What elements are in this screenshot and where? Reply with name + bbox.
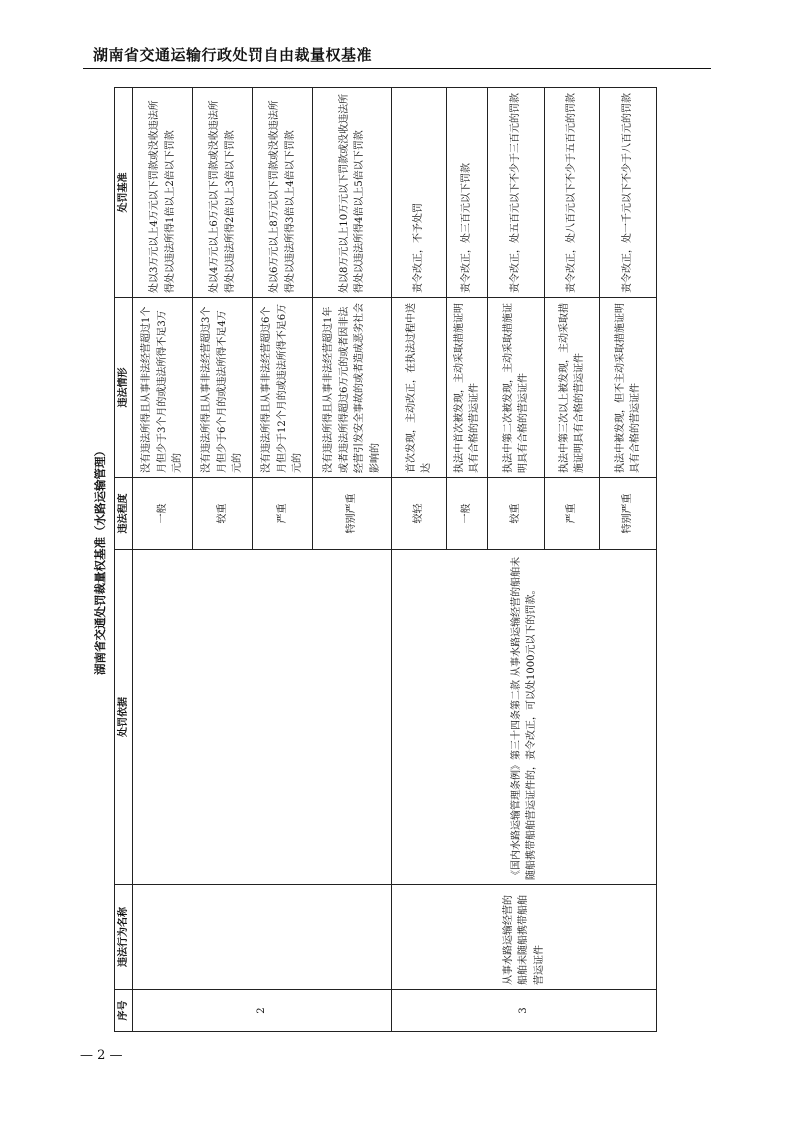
row-degree: 一般 <box>133 478 193 550</box>
table-row <box>392 88 447 1032</box>
row-penalty: 责令改正，不予处罚 <box>392 88 447 298</box>
table-header-row <box>115 88 133 1032</box>
row-degree: 严重 <box>545 478 600 550</box>
row-circumstance: 执法中第三次以上被发现，主动采取措施证明具有合格的营运证件 <box>545 298 600 478</box>
row-circumstance: 执法中第二次被发现，主动采取措施证明具有合格的营运证件 <box>488 298 545 478</box>
row-circumstance: 执法中首次被发现，主动采取措施证明具有合格的营运证件 <box>447 298 488 478</box>
row-seq: 3 <box>392 990 657 1032</box>
row-circumstance: 没有违法所得且从事非法经营超过3个月但少于6个月的或违法所得不足4万元的 <box>193 298 253 478</box>
row-degree: 较轻 <box>392 478 447 550</box>
row-circumstance: 首次发现，主动改正，在执法过程中送达 <box>392 298 447 478</box>
row-penalty: 责令改正，处八百元以下不少于五百元的罚款 <box>545 88 600 298</box>
row-degree: 特别严重 <box>600 478 657 550</box>
page-number: — 2 — <box>80 1048 123 1063</box>
row-circumstance: 没有违法所得且从事非法经营超过1个月但少于3个月的或违法所得不足3万元的 <box>133 298 193 478</box>
col-header-degree: 违法程度 <box>115 478 133 550</box>
row-penalty: 处以6万元以上8万元以下罚款或没收违法所得处以违法所得3倍以上4倍以下罚款 <box>253 88 313 298</box>
row-violation-name: 从事水路运输经营的船舶未随船携带船舶营运证件 <box>392 885 657 990</box>
col-header-circumstance: 违法情形 <box>115 298 133 478</box>
row-penalty-basis: 《国内水路运输管理条例》第三十四条第二款 从事水路运输经营的船舶未随船携带船舶营运证件的，责令改正，可以处1000元以下的罚款。 <box>392 550 657 885</box>
col-header-penalty: 处罚基准 <box>115 88 133 298</box>
row-penalty: 处以4万元以上6万元以下罚款或没收违法所得处以违法所得2倍以上3倍以下罚款 <box>193 88 253 298</box>
row-circumstance: 没有违法所得且从事非法经营超过6个月但少于12个月的或违法所得不足6万元的 <box>253 298 313 478</box>
row-degree: 较重 <box>193 478 253 550</box>
row-degree: 较重 <box>488 478 545 550</box>
col-header-basis: 处罚依据 <box>115 550 133 885</box>
row-circumstance: 没有违法所得且从事非法经营超过1年或者违法所得超过6万元的或者因非法经营引发安全事故的或者造成恶劣社会影响的 <box>313 298 392 478</box>
row-degree: 一般 <box>447 478 488 550</box>
penalty-table <box>114 87 657 1032</box>
header-divider <box>83 68 711 69</box>
row-penalty: 处以3万元以上4万元以下罚款或没收违法所得处以违法所得1倍以上2倍以下罚款 <box>133 88 193 298</box>
row-violation-name <box>133 885 392 990</box>
row-circumstance: 执法中被发现，但不主动采取措施证明具有合格的营运证件 <box>600 298 657 478</box>
table-row <box>133 88 193 1032</box>
row-penalty: 责令改正，处一千元以下不少于八百元的罚款 <box>600 88 657 298</box>
row-penalty-basis <box>133 550 392 885</box>
row-degree: 严重 <box>253 478 313 550</box>
rotated-table-container <box>87 88 709 1032</box>
document-header: 湖南省交通运输行政处罚自由裁量权基准 <box>93 46 373 64</box>
col-header-seq: 序号 <box>115 990 133 1032</box>
row-degree: 特别严重 <box>313 478 392 550</box>
row-penalty: 处以8万元以上10万元以下罚款或没收违法所得处以违法所得4倍以上5倍以下罚款 <box>313 88 392 298</box>
col-header-name: 违法行为名称 <box>115 885 133 990</box>
table-title: 湖南省交通处罚裁量权基准（水路运输管理） <box>93 445 107 675</box>
row-seq: 2 <box>133 990 392 1032</box>
row-penalty: 责令改正，处三百元以下罚款 <box>447 88 488 298</box>
row-penalty: 责令改正，处五百元以下不少于三百元的罚款 <box>488 88 545 298</box>
